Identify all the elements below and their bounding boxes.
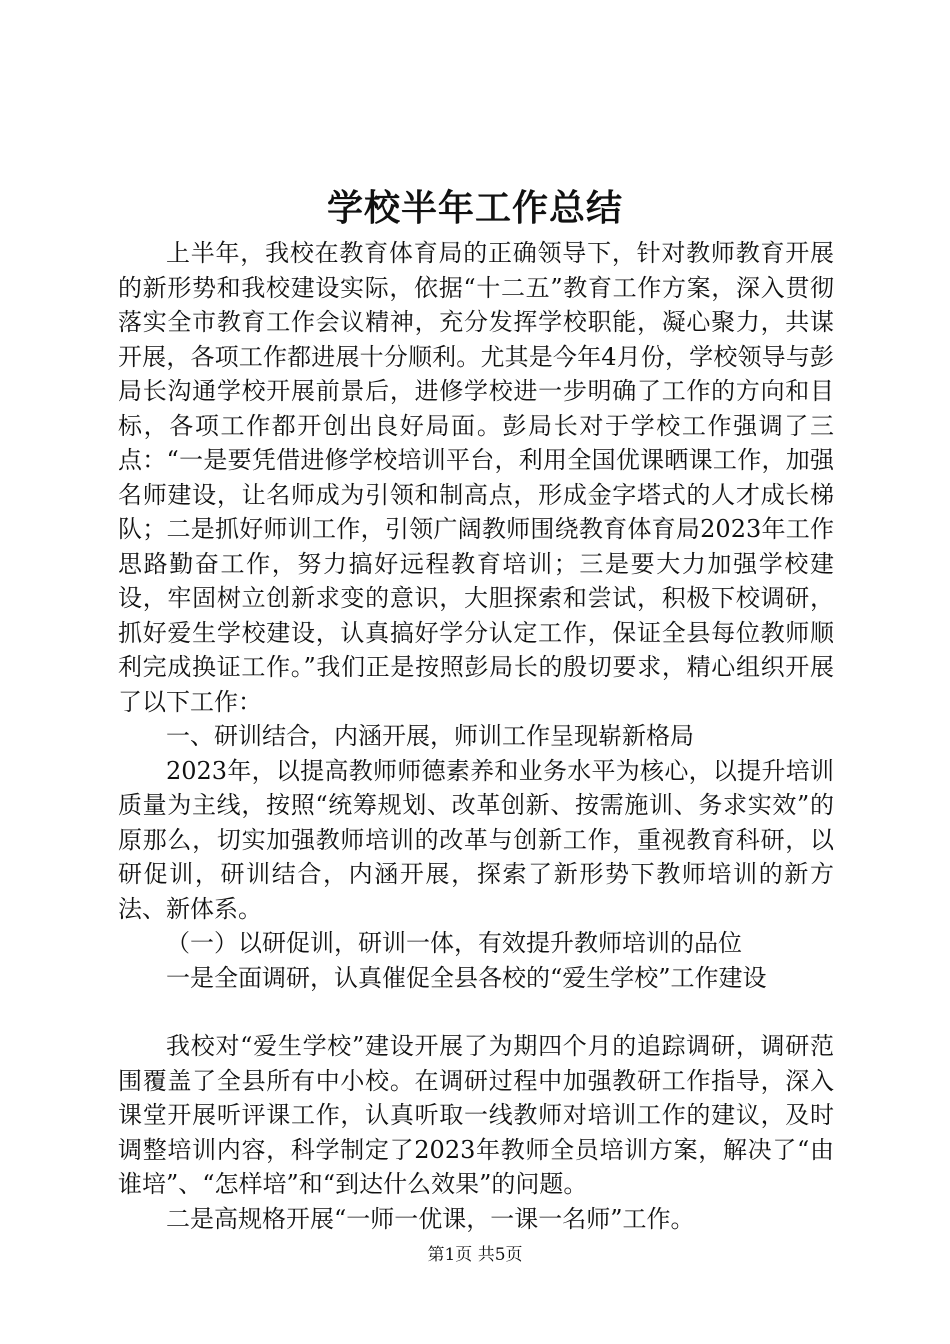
subsection-heading-1: （一）以研促训，研训一体，有效提升教师培训的品位 <box>166 929 742 957</box>
paragraph-intro: 上半年，我校在教育体育局的正确领导下，针对教师教育开展的新形势和我校建设实际，依据“十二五”教育工作方案，深入贯彻落实全市教育工作会议精神，充分发挥学校职能，凝心聚力，共谋开展，各项工作都进展十分顺利。尤其是今年4月份，学校领导与彭局长沟通学校开展前景后，进修学校进一步明确了工作的方向和目标，各项工作都开创出良好局面。彭局长对于学校工作强调了三点：“一是要凭借进修学校培训平台，利用全国优课晒课工作，加强名师建设，让名师成为引领和制高点，形成金字塔式的人才成长梯队；二是抓好师训工作，引领广阔教师围绕教育体育局2023年工作思路勤奋工作，努力搞好远程教育培训；三是要大力加强学校建设，牢固树立创新求变的意识，大胆探索和尝试，积极下校调研，抓好爱生学校建设，认真搞好学分认定工作，保证全县每位教师顺利完成换证工作。”我们正是按照彭局长的殷切要求，精心组织开展了以下工作： <box>118 239 834 716</box>
item-heading-1: 一是全面调研，认真催促全县各校的“爱生学校”工作建设 <box>166 963 767 992</box>
item-heading-2: 二是高规格开展“一师一优课，一课一名师”工作。 <box>166 1204 695 1233</box>
paragraph-item-1: 我校对“爱生学校”建设开展了为期四个月的追踪调研，调研范围覆盖了全县所有中小校。在调研过程中加强教研工作指导，深入课堂开展听评课工作，认真听取一线教师对培训工作的建议，及时调整培训内容，科学制定了2023年教师全员培训方案，解决了“由谁培”、“怎样培”和“到达什么效果”的问题。 <box>118 1032 834 1198</box>
document-title: 学校半年工作总结 <box>326 187 623 229</box>
section-heading-1: 一、研训结合，内涵开展，师训工作呈现崭新格局 <box>166 722 694 750</box>
page-number-footer: 第1页 共5页 <box>427 1245 523 1265</box>
document-body <box>118 236 834 1236</box>
blank-line <box>118 995 834 1029</box>
paragraph-section-1: 2023年，以提高教师师德素养和业务水平为核心，以提升培训质量为主线，按照“统筹规划、改革创新、按需施训、务求实效”的原那么，切实加强教师培训的改革与创新工作，重视教育科研，以研促训，研训结合，内涵开展，探索了新形势下教师培训的新方法、新体系。 <box>118 756 834 923</box>
